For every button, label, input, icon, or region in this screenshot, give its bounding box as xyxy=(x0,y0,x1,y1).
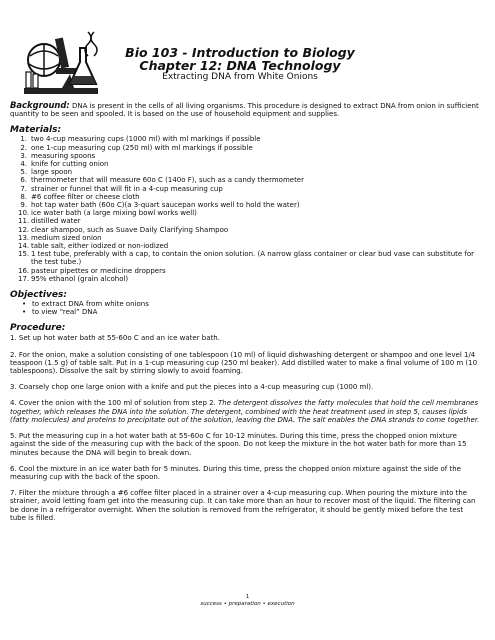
list-item xyxy=(22,300,480,308)
item-text: distilled water xyxy=(31,217,81,226)
item-text: to extract DNA from white onions xyxy=(32,300,149,309)
item-number: 10. xyxy=(18,209,30,218)
item-text: two 4-cup measuring cups (1000 ml) with ml markings if possible xyxy=(31,135,261,144)
objectives-section xyxy=(10,290,480,316)
materials-heading: Materials: xyxy=(10,125,62,136)
item-text: pasteur pipettes or medicine droppers xyxy=(31,266,166,275)
list-item xyxy=(18,152,480,160)
list-item xyxy=(18,250,480,266)
list-item xyxy=(18,185,480,193)
materials-section xyxy=(10,125,480,283)
course-title: Bio 103 - Introduction to Biology xyxy=(125,45,355,60)
list-item xyxy=(18,275,480,283)
item-number: 15. xyxy=(18,250,30,259)
document-header xyxy=(110,46,370,83)
item-number: 16. xyxy=(18,266,30,275)
procedure-step: 7. Filter the mixture through a #6 coffee filter placed in a strainer over a 4-cup measuring cup. When pouring the mixture into the strainer, avoid letting foam get into the measuring cup. It can take more than an hour to recover most of the liquid. The filtering can be done in a refrigerator overnight. When the solution is removed from the refrigerator, it should be gently mixed before the test tube is filled. xyxy=(10,489,476,522)
procedure-step: 1. Set up hot water bath at 55-60o C and an ice water bath. xyxy=(10,334,220,343)
page-footer xyxy=(0,594,495,608)
bullet-icon: • xyxy=(22,300,27,309)
item-text: large spoon xyxy=(31,168,73,177)
footer-tagline: success • preparation • execution xyxy=(200,601,295,607)
lab-glassware-clipart-icon xyxy=(22,28,102,100)
item-number: 12. xyxy=(18,225,30,234)
objectives-list xyxy=(22,300,480,316)
item-number: 6. xyxy=(20,176,27,185)
list-item xyxy=(18,160,480,168)
procedure-step xyxy=(10,399,480,424)
materials-list xyxy=(18,135,480,283)
list-item xyxy=(18,168,480,176)
item-text: to view “real” DNA xyxy=(32,308,98,317)
item-text: medium sized onion xyxy=(31,233,102,242)
item-number: 2. xyxy=(20,143,27,152)
item-text: table salt, either iodized or non-iodized xyxy=(31,242,169,251)
item-number: 3. xyxy=(20,151,27,160)
procedure-heading: Procedure: xyxy=(10,323,66,334)
list-item xyxy=(18,144,480,152)
list-item xyxy=(18,193,480,201)
list-item xyxy=(18,176,480,184)
bullet-icon: • xyxy=(22,308,27,317)
list-item xyxy=(18,234,480,242)
list-item xyxy=(22,308,480,316)
item-number: 14. xyxy=(18,242,30,251)
procedure-step: 3. Coarsely chop one large onion with a knife and put the pieces into a 4-cup measuring cup (1000 ml). xyxy=(10,383,374,392)
chapter-title: Chapter 12: DNA Technology xyxy=(139,58,341,73)
item-number: 13. xyxy=(18,233,30,242)
list-item xyxy=(18,201,480,209)
item-number: 7. xyxy=(20,184,27,193)
item-number: 4. xyxy=(20,160,27,169)
objectives-heading: Objectives: xyxy=(10,290,67,301)
list-item xyxy=(18,242,480,250)
item-text: #6 coffee filter or cheese cloth xyxy=(31,192,140,201)
background-heading: Background: xyxy=(10,100,70,110)
list-item xyxy=(18,217,480,225)
item-text: ice water bath (a large mixing bowl works well) xyxy=(31,209,197,218)
item-text: 95% ethanol (grain alcohol) xyxy=(31,274,129,283)
item-number: 8. xyxy=(20,192,27,201)
item-text: hot tap water bath (60o C)(a 3-quart saucepan works well to hold the water) xyxy=(31,201,300,210)
item-text: 1 test tube, preferably with a cap, to contain the onion solution. (A narrow glass container or clear bud vase can substitute for the test tube.) xyxy=(31,250,475,267)
lab-subtitle: Extracting DNA from White Onions xyxy=(162,72,318,82)
item-text: thermometer that will measure 60o C (140o F), such as a candy thermometer xyxy=(31,176,304,185)
step-explanation: The detergent dissolves the fatty molecules that hold the cell membranes together, which releases the DNA into the solution. The detergent, combined with the heat treatment used in step 5, causes lipids (fatty molecules) and proteins to precipitate out of the solution, leaving the DNA. The salt enables the DNA strands to come together. xyxy=(10,399,480,424)
list-item xyxy=(18,226,480,234)
item-number: 5. xyxy=(20,168,27,177)
item-text: knife for cutting onion xyxy=(31,160,109,169)
item-text: strainer or funnel that will fit in a 4-cup measuring cup xyxy=(31,184,223,193)
item-number: 11. xyxy=(18,217,30,226)
item-number: 9. xyxy=(20,201,27,210)
item-text: one 1-cup measuring cup (250 ml) with ml markings if possible xyxy=(31,143,253,152)
background-text: DNA is present in the cells of all living organisms. This procedure is designed to extract DNA from onion in sufficient quantity to be seen and spooled. It is based on the use of household equipment and supplies. xyxy=(10,102,479,119)
procedure-step: 2. For the onion, make a solution consisting of one tablespoon (10 ml) of liquid dishwashing detergent or shampoo and one level 1/4 teaspoon (1.5 g) of table salt. Put in a 1-cup measuring cup (250 ml beaker). Add distilled water to make a final volume of 100 m (10 tablespoons). Dissolve the salt by stirring slowly to avoid foaming. xyxy=(10,350,478,376)
item-text: clear shampoo, such as Suave Daily Clarifying Shampoo xyxy=(31,225,229,234)
page-number: 1 xyxy=(245,594,250,600)
procedure-section xyxy=(10,323,480,521)
procedure-step: 6. Cool the mixture in an ice water bath for 5 minutes. During this time, press the chopped onion mixture against the side of the measuring cup with the back of the spoon. xyxy=(10,464,461,481)
procedure-step: 5. Put the measuring cup in a hot water bath at 55-60o C for 10-12 minutes. During this time, press the chopped onion mixture against the side of the measuring cup with the back of the spoon. Do not keep the mixture in the hot water bath for more than 15 minutes because the DNA will begin to break down. xyxy=(10,432,467,457)
item-text: measuring spoons xyxy=(31,151,96,160)
document-body xyxy=(10,101,480,522)
background-paragraph xyxy=(10,101,480,118)
item-number: 1. xyxy=(20,135,27,144)
list-item xyxy=(18,267,480,275)
list-item xyxy=(18,135,480,143)
step-text: 4. Cover the onion with the 100 ml of solution from step 2. xyxy=(10,399,219,408)
list-item xyxy=(18,209,480,217)
item-number: 17. xyxy=(18,274,30,283)
